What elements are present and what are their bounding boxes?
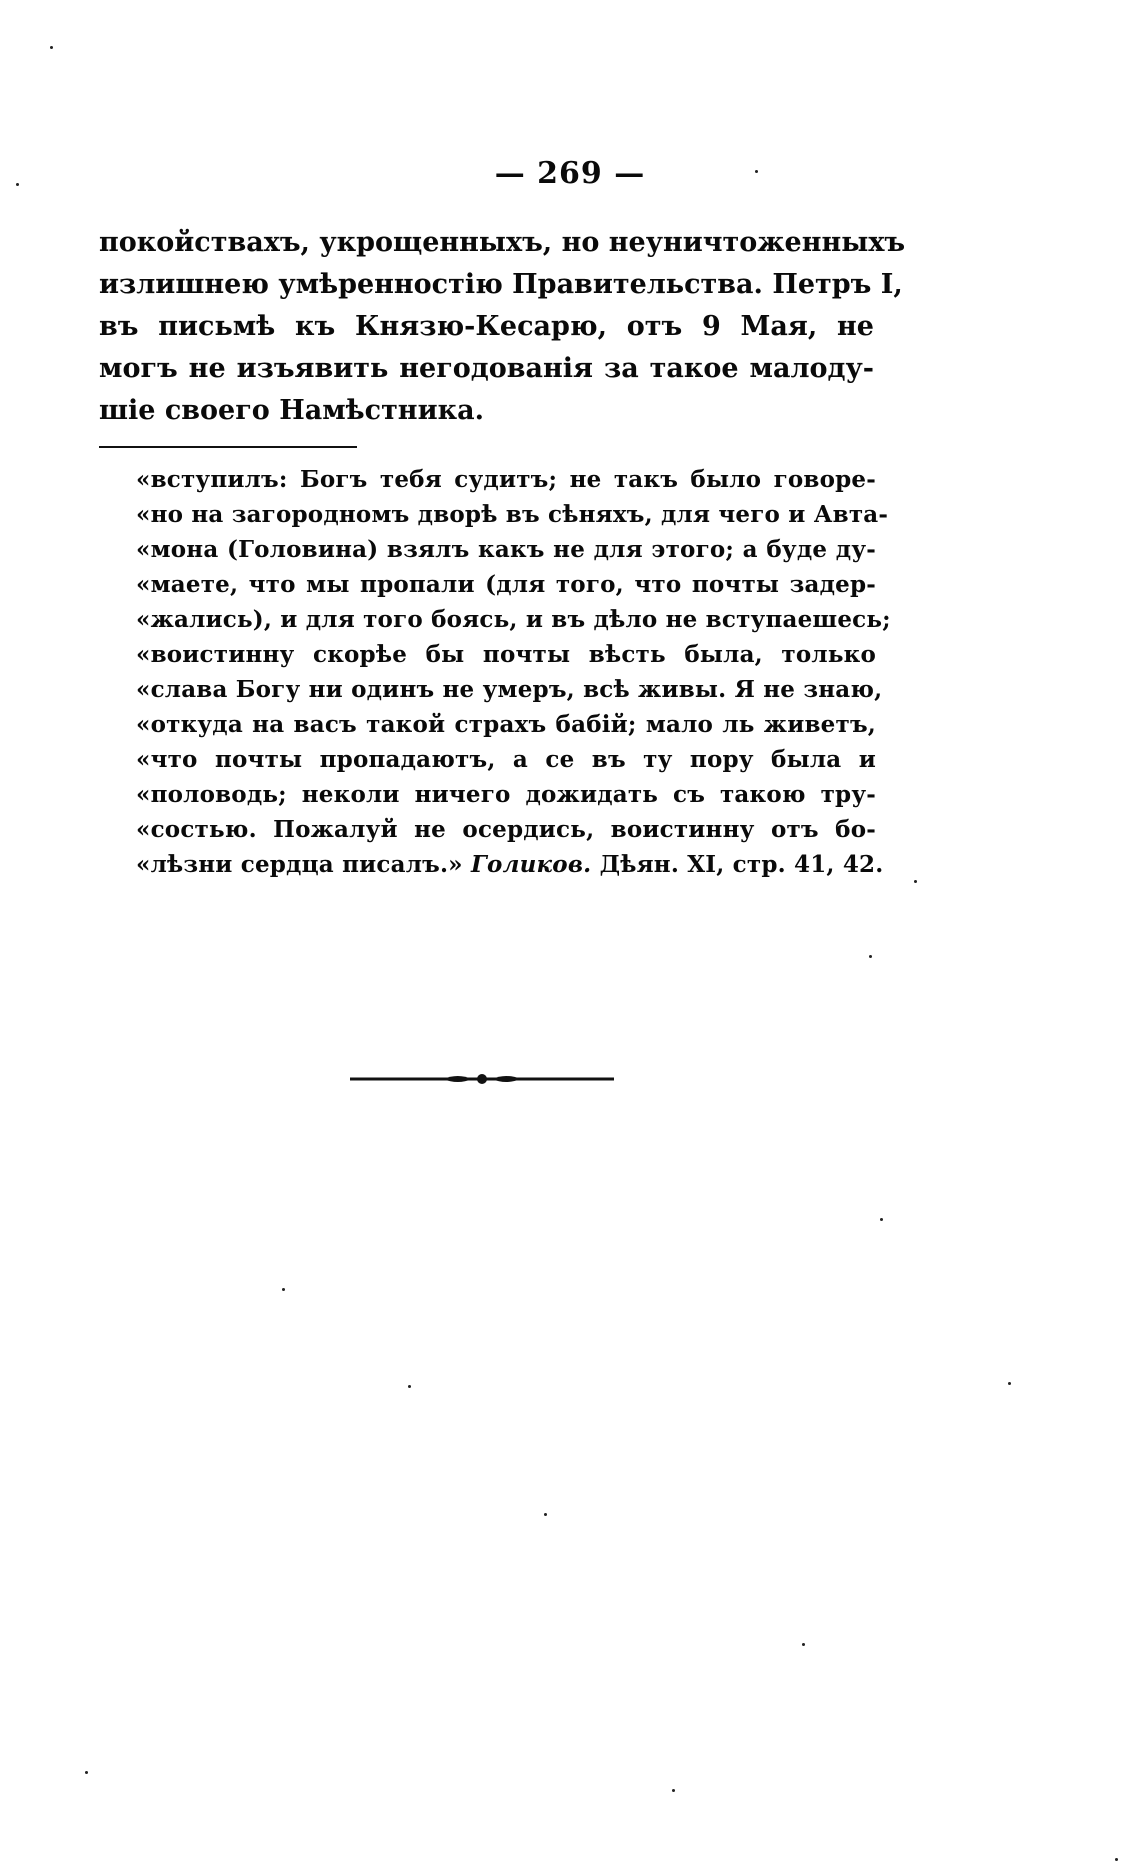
citation-author: Голиков. bbox=[470, 851, 592, 878]
text-line: въ письмѣ къ Князю-Кесарю, отъ 9 Мая, не bbox=[99, 311, 874, 342]
footnote-line: «откуда на васъ такой страхъ бабій; мало ль живетъ, bbox=[136, 711, 876, 738]
speck bbox=[755, 170, 758, 173]
ornament-divider bbox=[348, 1066, 616, 1092]
footnote-line: «маете, что мы пропали (для того, что почты задер- bbox=[136, 571, 876, 598]
footnote-line: «но на загородномъ дворѣ въ сѣняхъ, для чего и Авта- bbox=[136, 501, 889, 528]
main-text bbox=[99, 222, 906, 432]
speck bbox=[85, 1771, 88, 1774]
footnote-line: «состью. Пожалуй не осердись, воистинну отъ бо- bbox=[136, 816, 876, 843]
footnote bbox=[136, 462, 891, 882]
footnote-line: «жались), и для того боясь, и въ дѣло не вступаешесь; bbox=[136, 606, 891, 633]
text-line: могъ не изъявить негодованія за такое малоду- bbox=[99, 353, 874, 384]
speck bbox=[16, 183, 19, 186]
footnote-line: «вступилъ: Богъ тебя судитъ; не такъ было говоре- bbox=[136, 466, 876, 493]
speck bbox=[1115, 1858, 1118, 1861]
text-line: покойствахъ, укрощенныхъ, но неуничтоженныхъ bbox=[99, 227, 906, 258]
footnote-line: «что почты пропадаютъ, а се въ ту пору была и bbox=[136, 746, 876, 773]
speck bbox=[869, 955, 872, 958]
speck bbox=[282, 1288, 285, 1291]
speck bbox=[408, 1385, 411, 1388]
speck bbox=[1008, 1382, 1011, 1385]
speck bbox=[914, 880, 917, 883]
speck bbox=[544, 1513, 547, 1516]
page-number: — 269 — bbox=[494, 156, 646, 191]
citation-reference: Дѣян. XI, стр. 41, 42. bbox=[591, 851, 884, 878]
speck bbox=[802, 1643, 805, 1646]
footnote-divider bbox=[99, 446, 357, 448]
footnote-last-line bbox=[136, 847, 884, 882]
text-line: излишнею умѣренностію Правительства. Петръ I, bbox=[99, 269, 903, 300]
speck bbox=[672, 1789, 675, 1792]
footnote-quote-end: «лѣзни сердца писалъ.» bbox=[136, 851, 463, 878]
text-line: шіе своего Намѣстника. bbox=[99, 395, 484, 426]
footnote-line: «мона (Головина) взялъ какъ не для этого; а буде ду- bbox=[136, 536, 876, 563]
footnote-line: «воистинну скорѣе бы почты вѣсть была, только bbox=[136, 641, 876, 668]
footnote-line: «слава Богу ни одинъ не умеръ, всѣ живы. Я не знаю, bbox=[136, 676, 883, 703]
footnote-line: «половодь; неколи ничего дожидать съ такою тру- bbox=[136, 781, 876, 808]
speck bbox=[50, 46, 53, 49]
speck bbox=[880, 1218, 883, 1221]
